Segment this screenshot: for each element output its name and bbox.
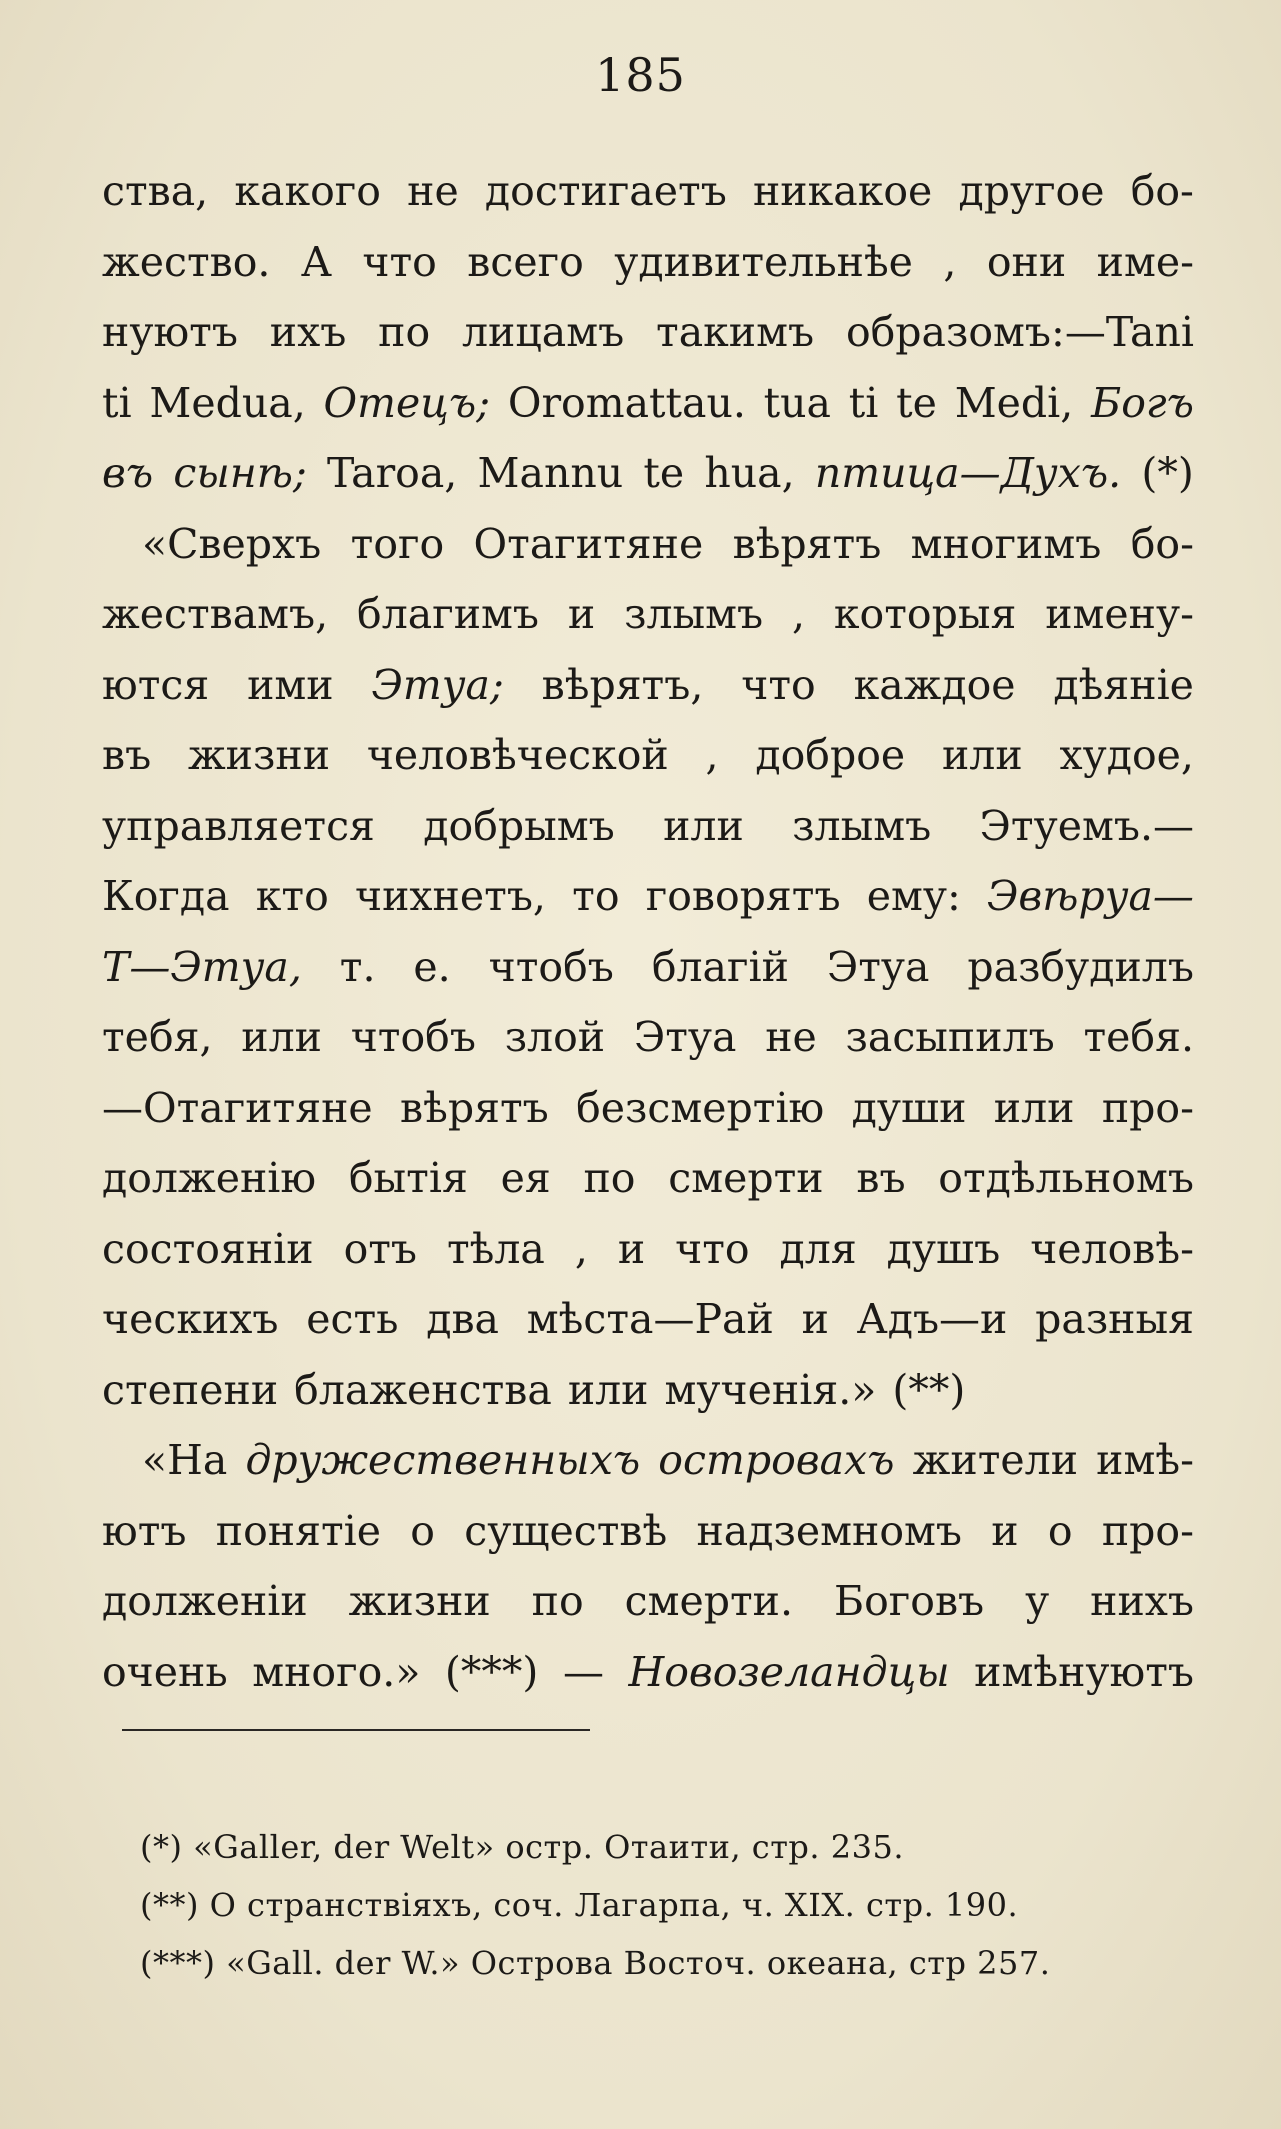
text-word: и [617,1224,646,1273]
text-line [102,1355,1194,1426]
text-word: ему: [866,872,961,920]
text-word: смерти. [624,1577,794,1625]
text-word: Этуемъ.— [979,801,1194,850]
text-line [102,227,1194,298]
text-line [102,1214,1194,1285]
text-word: чтобъ [488,942,614,991]
text-line [102,156,1194,227]
text-word: бытія [348,1154,468,1202]
text-word: (*) [1141,449,1194,497]
text-word: благій [651,942,789,991]
text-word: птица—Духъ. [814,449,1122,497]
text-word: они [986,237,1067,286]
text-word: или [993,1083,1075,1132]
text-word: долженіи [102,1577,308,1625]
footnotes [140,1818,1200,1992]
text-word: Когда [102,872,230,920]
text-word: тебя, [102,1013,213,1061]
text-word: Этуа [826,942,930,991]
text-word: въ [102,731,152,779]
text-word: или [663,801,744,850]
text-word: такимъ [656,308,815,356]
text-word: два [426,1295,500,1343]
text-word: бо- [1130,167,1194,215]
text-word: по [378,308,431,356]
text-word: Эвѣруа— [987,872,1194,920]
page-number: 185 [595,48,686,102]
text-line [102,720,1194,791]
text-line [102,861,1194,932]
text-word: мѣста—Рай [526,1295,774,1343]
text-word: тебя. [1083,1013,1194,1061]
text-word: Отецъ; [323,378,491,427]
text-line [102,1425,1194,1496]
text-word: сынѣ; [173,449,307,497]
text-line [102,297,1194,368]
text-word: многимъ [910,519,1102,568]
text-word: чтобъ [350,1013,476,1061]
text-word: тѣла [446,1224,545,1273]
text-word: о [1047,1506,1073,1555]
text-word: долженію [102,1154,317,1202]
text-word: Т—Этуа, [102,942,302,991]
text-line [102,1002,1194,1073]
text-word: худое, [1059,731,1194,779]
text-word: имѣнуютъ [974,1647,1194,1696]
text-word: ti [102,378,132,427]
text-word: , [705,731,719,779]
text-word: про- [1101,1506,1194,1555]
text-word: вѣрятъ, [541,660,704,709]
text-word: (**) [892,1365,966,1414]
text-word: или [941,731,1023,779]
text-word: состояніи [102,1224,314,1273]
text-word: другое [958,167,1105,215]
text-word: то [572,872,620,920]
text-word: въ [102,449,154,497]
text-word: степени [102,1365,279,1414]
text-word: о [410,1506,435,1555]
text-word: никакое [752,167,933,215]
text-line [102,509,1194,580]
text-word: , [791,590,806,638]
text-word: удивительнѣе [614,237,913,286]
footnote-divider [122,1729,590,1731]
body-text [102,156,1194,1707]
text-word: отдѣльномъ [938,1154,1194,1202]
text-word: —Отагитяне [102,1083,373,1132]
text-word: достигаетъ [484,167,727,215]
text-word: ея [500,1154,551,1202]
text-word: не [407,167,459,215]
text-word: Этуа; [371,660,504,709]
text-line [102,932,1194,1003]
text-word: вѣрятъ [400,1083,549,1132]
text-word: нихъ [1090,1577,1194,1625]
text-word: е. [413,942,451,991]
text-word: А [300,237,332,286]
text-word: Oromattau. [507,378,746,427]
text-word: каждое [853,660,1016,709]
text-word: у [1025,1577,1050,1625]
text-word: т. [339,942,376,991]
text-word: — [562,1647,604,1696]
text-word: того [350,519,445,568]
text-word: смерти [668,1154,824,1202]
text-word: доброе [755,731,906,779]
text-word: дѣяніе [1053,660,1194,709]
text-word: и [991,1506,1019,1555]
text-word: управляется [102,801,375,850]
text-word: жествамъ, [102,590,329,638]
text-word: дружественныхъ [245,1436,641,1484]
text-word: име- [1096,237,1194,286]
text-word: Отагитяне [473,519,704,568]
text-word: отъ [343,1224,418,1273]
text-word: Боговъ [833,1577,985,1625]
text-word: ческихъ [102,1295,279,1343]
text-word: чихнетъ, [355,872,546,920]
text-word: Medua, [149,378,306,427]
text-word: Этуа [633,1013,737,1061]
text-word: какого [234,167,381,215]
text-word: вѣрятъ [732,519,882,568]
text-word: кто [255,872,329,920]
text-word: , [943,237,957,286]
text-line [102,1566,1194,1637]
text-word: злой [504,1013,606,1061]
text-word: которыя [833,590,1017,638]
text-word: въ [856,1154,906,1202]
text-word: ютъ [102,1506,187,1555]
text-word: мученія.» [664,1365,877,1414]
text-line [102,579,1194,650]
text-word: Medi, [954,378,1074,427]
footnote-3: (***) «Gall. der W.» Острова Восточ. океана, стр 257. [140,1944,1051,1982]
text-word: ti [848,378,879,427]
text-word: образомъ:—Tani [845,308,1194,356]
text-word: или [567,1365,649,1414]
text-line [102,438,1194,509]
text-word: , [574,1224,588,1273]
text-word: разбудилъ [967,942,1194,991]
text-word: Taroa, [326,449,458,497]
text-word: ими [247,660,334,709]
text-word: разныя [1035,1295,1194,1343]
text-word: человѣ- [1030,1224,1194,1273]
text-line [102,791,1194,862]
text-line [102,368,1194,439]
text-word: существѣ [464,1506,668,1555]
footnote-2: (**) О странствіяхъ, соч. Лагарпа, ч. XIX. стр. 190. [140,1886,1019,1924]
text-line [102,1637,1194,1708]
text-word: души [851,1083,967,1132]
text-word: жизни [187,731,331,779]
text-word: или [241,1013,322,1061]
text-word: Новозеландцы [628,1647,950,1696]
text-word: засыпилъ [845,1013,1055,1061]
text-word: душъ [886,1224,1001,1273]
text-word: жество. [102,237,271,286]
text-word: человѣческой [366,731,669,779]
text-word: ства, [102,167,209,215]
text-word: говорятъ [645,872,841,920]
text-word: всего [467,237,584,286]
text-word: и [801,1295,829,1343]
text-word: надземномъ [696,1506,962,1555]
text-word: «На [142,1436,228,1484]
text-line [102,650,1194,721]
text-word: по [583,1154,636,1202]
text-word: злымъ [792,801,932,850]
text-word: островахъ [658,1436,895,1484]
text-line [102,1073,1194,1144]
text-word: по [531,1577,584,1625]
text-word: нуютъ [102,308,238,356]
text-word: tua [763,378,831,427]
text-word: про- [1101,1083,1194,1132]
text-word: блаженства [294,1365,552,1414]
text-word: Mannu [477,449,624,497]
text-word: безсмертію [576,1083,825,1132]
text-word: бо- [1130,519,1194,568]
text-word: te [643,449,685,497]
text-word: жизни [348,1577,491,1625]
text-word: злымъ [624,590,764,638]
text-word: te [896,378,937,427]
text-line [102,1143,1194,1214]
text-word: что [362,237,437,286]
text-word: имѣ- [1096,1436,1194,1484]
text-word: hua, [704,449,795,497]
text-word: для [779,1224,857,1273]
text-word: имену- [1045,590,1194,638]
text-word: «Сверхъ [142,519,322,568]
text-word: не [765,1013,817,1061]
text-word: что [675,1224,750,1273]
text-word: понятіе [215,1506,382,1555]
text-word: добрымъ [423,801,615,850]
text-word: есть [306,1295,399,1343]
text-line [102,1496,1194,1567]
text-word: ются [102,660,210,709]
text-line [102,1284,1194,1355]
footnote-1: (*) «Galler, der Welt» остр. Отаити, стр. 235. [140,1828,904,1866]
text-word: ихъ [269,308,347,356]
text-word: Богъ [1091,378,1194,427]
text-word: очень [102,1647,228,1696]
text-word: Адъ—и [856,1295,1008,1343]
text-word: благимъ [357,590,540,638]
text-word: много.» [252,1647,421,1696]
text-word: и [567,590,596,638]
text-word: что [741,660,816,709]
text-word: лицамъ [462,308,625,356]
text-word: жители [912,1436,1079,1484]
text-word: (***) [444,1647,539,1696]
